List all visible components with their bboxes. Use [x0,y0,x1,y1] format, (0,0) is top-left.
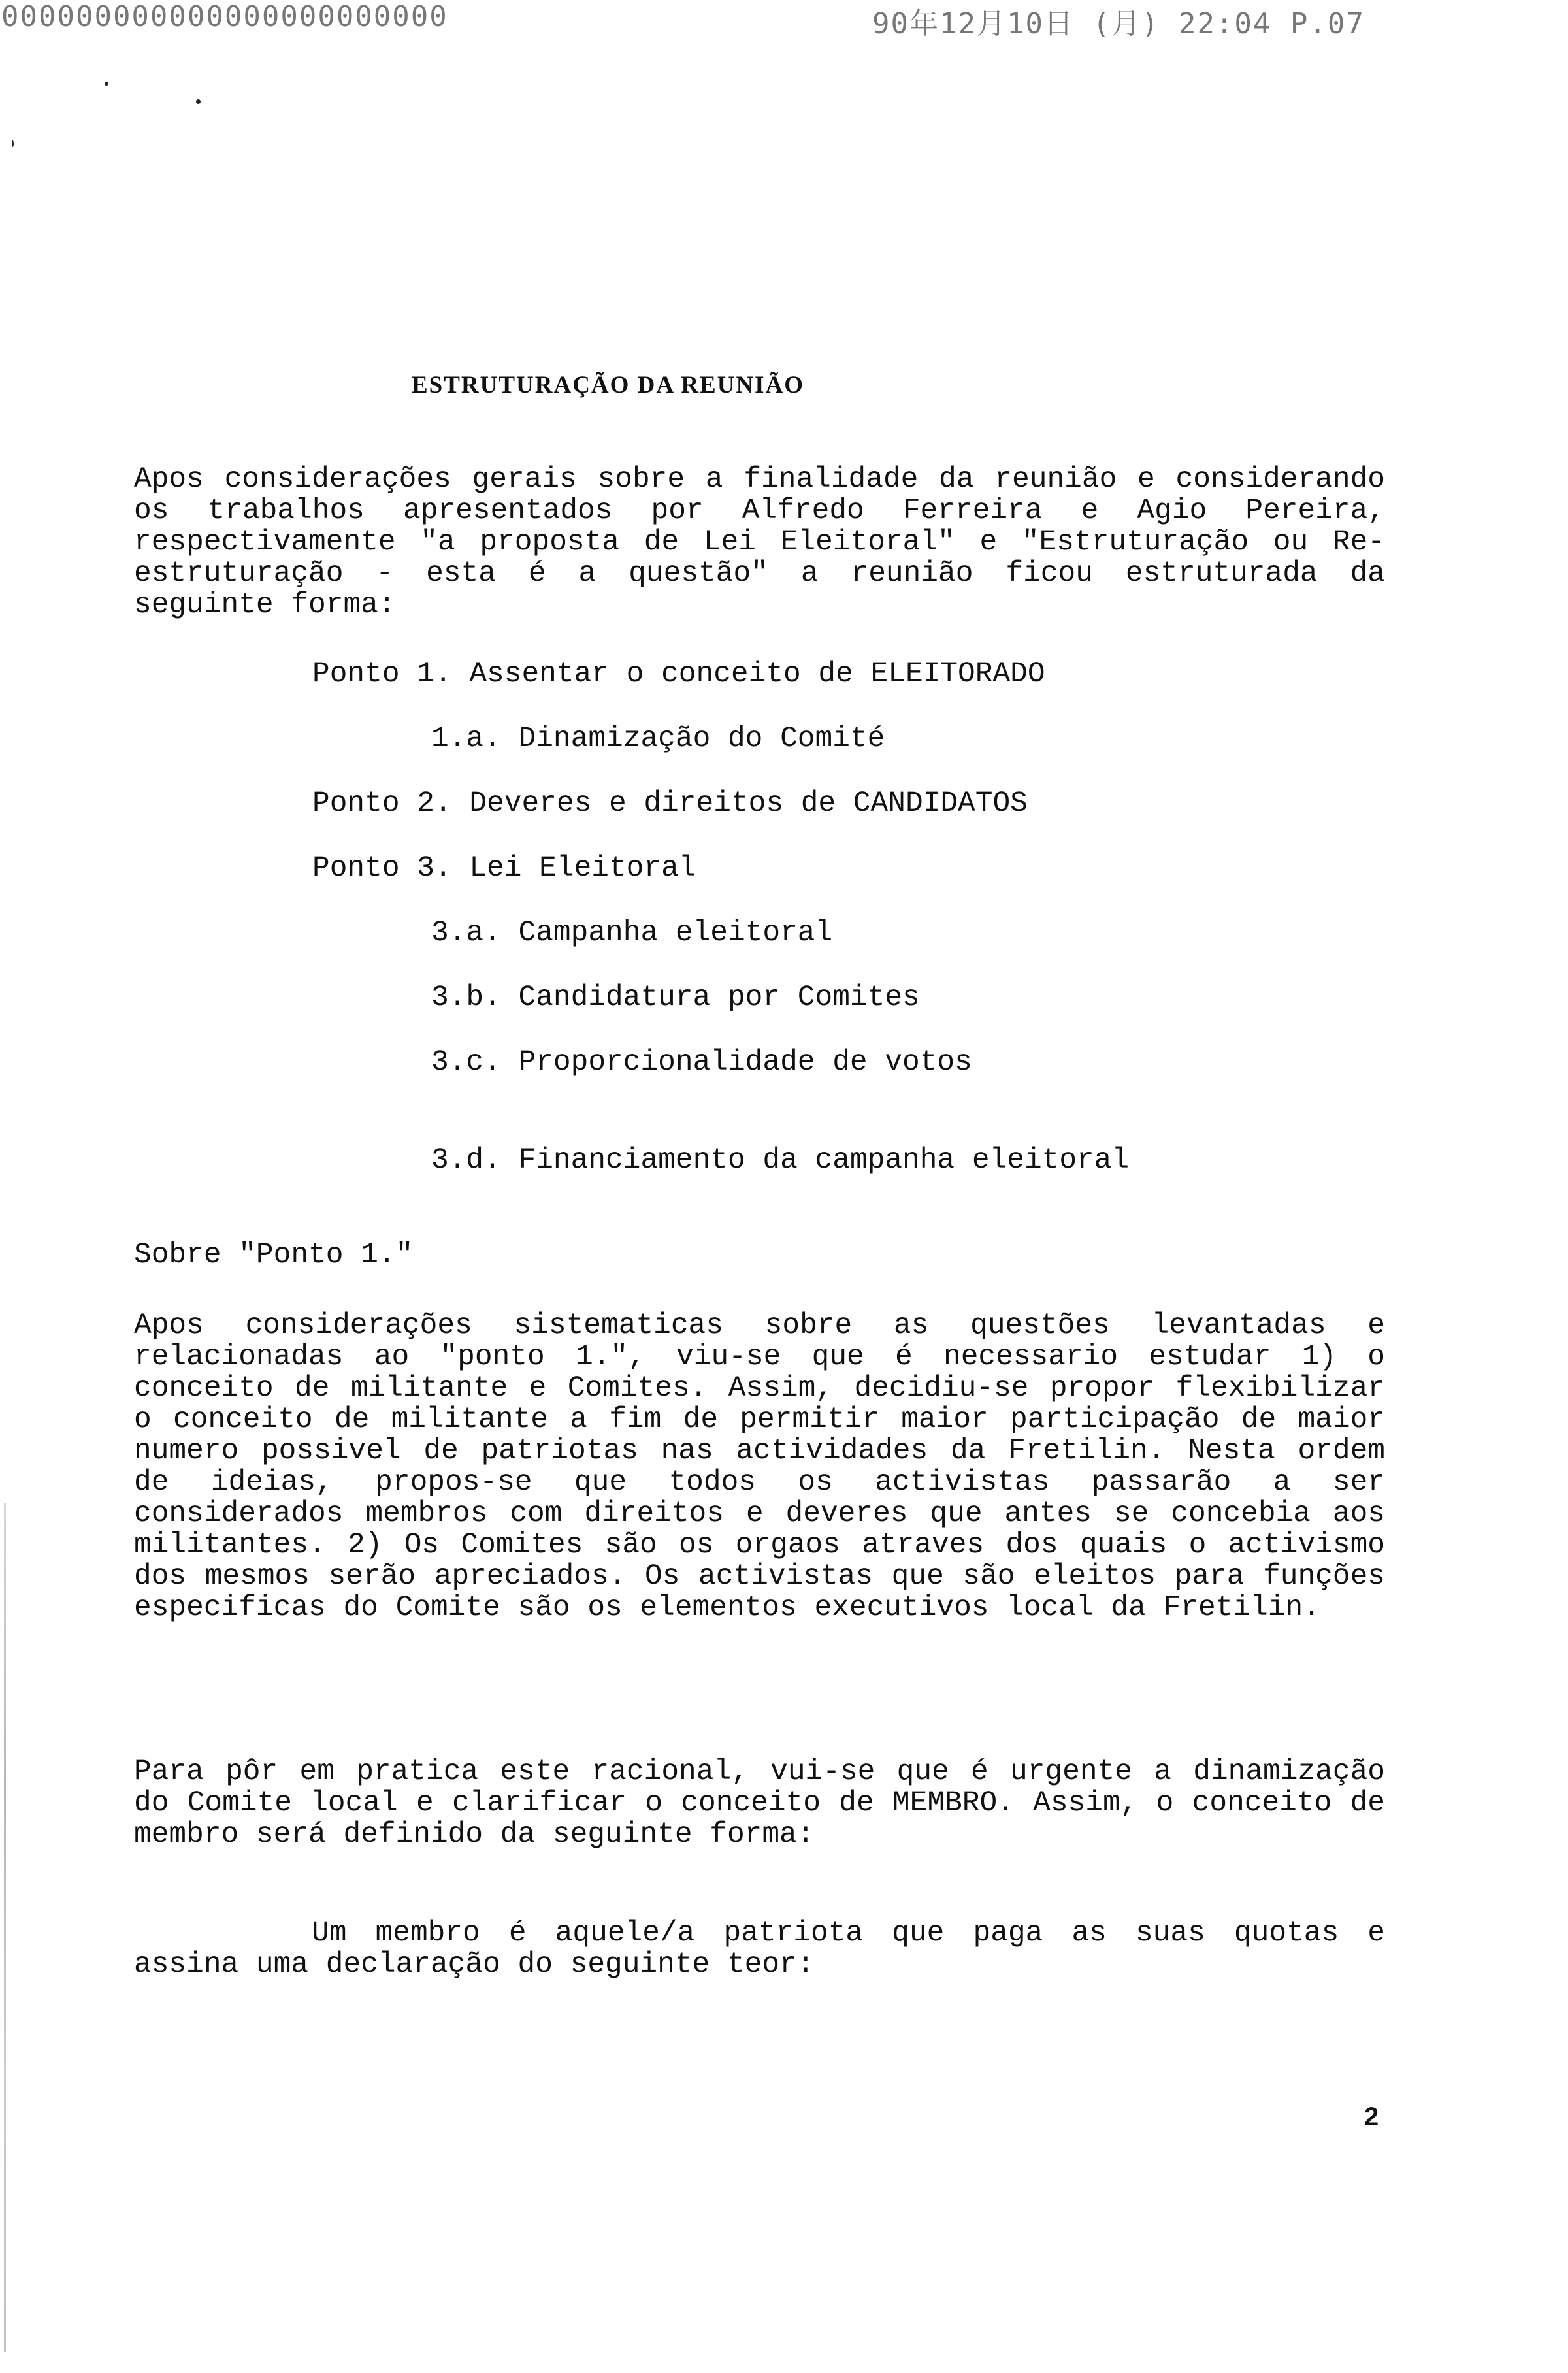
fax-header-right: 90年12月10日 (月) 22:04 P.07 [872,7,1365,41]
outline-item: 3.d. Financiamento da campanha eleitoral [431,1144,1130,1177]
fax-header [0,0,1568,39]
document-title: ESTRUTURAÇÃO DA REUNIÃO [412,372,805,399]
body-paragraph: Apos considerações sistematicas sobre as questões levantadas e relacionadas ao "ponto 1.", viu-se que é necessario estudar 1) o conceito de militante e Comites. Assim, decidiu-se propor flexibilizar o conceito de militante a fim de permitir maior participação de maior numero possivel de patriotas nas actividades da Fretilin. Nesta ordem de ideias, propos-se que todos os activistas passarão a ser considerados membros com direitos e deveres que antes se concebia aos militantes. 2) Os Comites são os orgaos atraves dos quais o activismo dos mesmos serão apreciados. Os activistas que são eleitos para funções especificas do Comite são os elementos executivos local da Fretilin. [134,1309,1385,1624]
outline-item: Ponto 3. Lei Eleitoral [312,852,696,885]
scan-speck [196,99,201,104]
fax-header-left: 000000000000000000000000 [1,0,448,33]
body-paragraph-indented [134,1918,1385,1980]
outline-item: 3.b. Candidatura por Comites [431,981,920,1014]
body-paragraph-text: Um membro é aquele/a patriota que paga as suas quotas e assina uma declaração do seguinte teor: [134,1917,1385,1981]
outline-item: Ponto 2. Deveres e direitos de CANDIDATOS [312,787,1028,820]
page-number: 2 [1364,2103,1379,2131]
body-paragraph: Para pôr em pratica este racional, vui-se que é urgente a dinamização do Comite local e clarificar o conceito de MEMBRO. Assim, o conceito de membro será definido da seguinte forma: [134,1756,1385,1851]
scan-speck [12,140,14,147]
scan-speck [105,82,108,86]
section-heading: Sobre "Ponto 1." [134,1239,414,1271]
scan-edge-line [4,1503,6,2352]
outline-item: Ponto 1. Assentar o conceito de ELEITORADO [312,658,1045,691]
outline-item: 1.a. Dinamização do Comité [431,723,885,755]
outline-item: 3.a. Campanha eleitoral [431,917,833,949]
outline-item: 3.c. Proporcionalidade de votos [431,1046,972,1079]
intro-paragraph: Apos considerações gerais sobre a finalidade da reunião e considerando os trabalhos apresentados por Alfredo Ferreira e Agio Pereira, respectivamente "a proposta de Lei Eleitoral" e "Estruturação ou Re-estruturação - esta é a questão" a reunião ficou estruturada da seguinte forma: [134,463,1385,621]
